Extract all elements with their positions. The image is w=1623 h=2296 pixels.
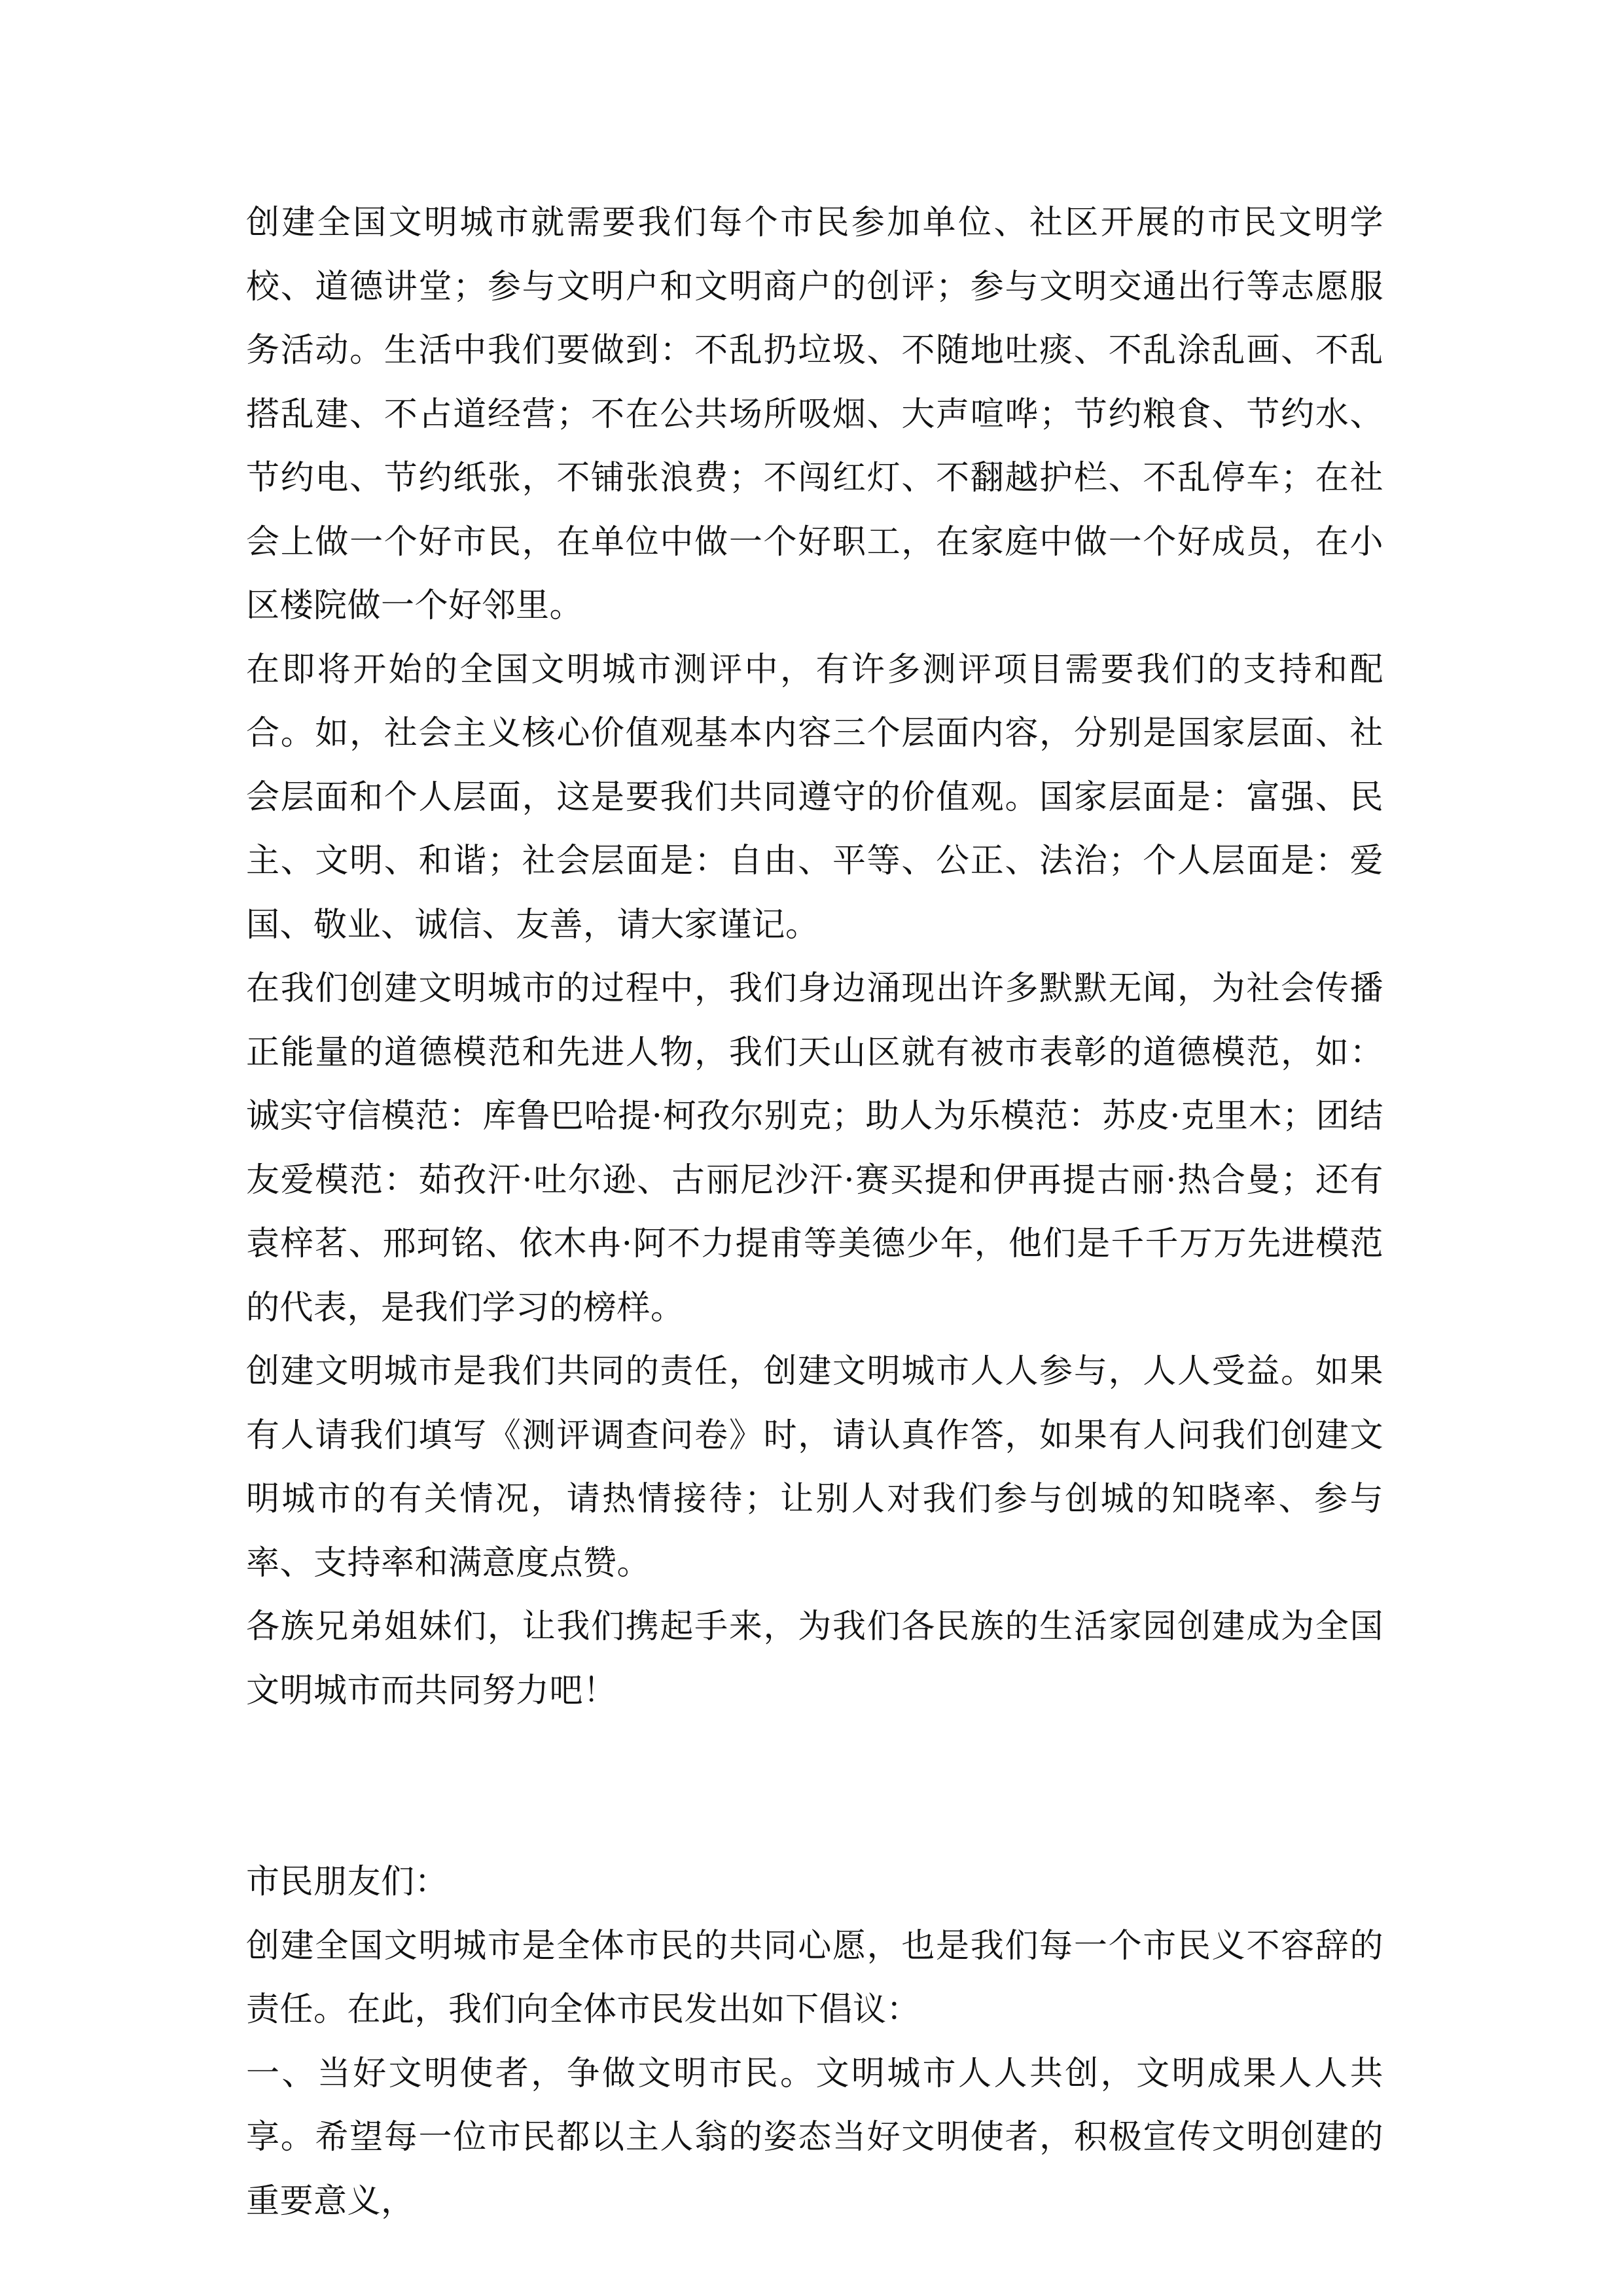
paragraph: 创建全国文明城市是全体市民的共同心愿，也是我们每一个市民义不容辞的责任。在此，我们向全体市民发出如下倡议： <box>246 1926 1383 2029</box>
section-gap <box>246 1723 1383 1850</box>
document-body <box>246 191 1383 2233</box>
paragraph: 在即将开始的全国文明城市测评中，有许多测评项目需要我们的支持和配合。如，社会主义核心价值观基本内容三个层面内容，分别是国家层面、社会层面和个人层面，这是要我们共同遵守的价值观。国家层面是：富强、民主、文明、和谐；社会层面是：自由、平等、公正、法治；个人层面是：爱国、敬业、诚信、友善，请大家谨记。 <box>246 650 1383 944</box>
paragraph: 一、当好文明使者，争做文明市民。文明城市人人共创，文明成果人人共享。希望每一位市民都以主人翁的姿态当好文明使者，积极宣传文明创建的重要意义， <box>246 2054 1383 2221</box>
paragraph: 创建全国文明城市就需要我们每个市民参加单位、社区开展的市民文明学校、道德讲堂；参与文明户和文明商户的创评；参与文明交通出行等志愿服务活动。生活中我们要做到：不乱扔垃圾、不随地吐痰、不乱涂乱画、不乱搭乱建、不占道经营；不在公共场所吸烟、大声喧哗；节约粮食、节约水、节约电、节约纸张，不铺张浪费；不闯红灯、不翻越护栏、不乱停车；在社会上做一个好市民，在单位中做一个好职工，在家庭中做一个好成员，在小区楼院做一个好邻里。 <box>246 204 1383 625</box>
paragraph: 在我们创建文明城市的过程中，我们身边涌现出许多默默无闻，为社会传播正能量的道德模范和先进人物，我们天山区就有被市表彰的道德模范，如：诚实守信模范：库鲁巴哈提·柯孜尔别克；助人为乐模范：苏皮·克里木；团结友爱模范：茹孜汗·吐尔逊、古丽尼沙汗·赛买提和伊再提古丽·热合曼；还有袁梓茗、邢珂铭、依木冉·阿不力提甫等美德少年，他们是千千万万先进模范的代表，是我们学习的榜样。 <box>246 969 1383 1327</box>
paragraph: 创建文明城市是我们共同的责任，创建文明城市人人参与，人人受益。如果有人请我们填写《测评调查问卷》时，请认真作答，如果有人问我们创建文明城市的有关情况，请热情接待；让别人对我们参与创城的知晓率、参与率、支持率和满意度点赞。 <box>246 1352 1383 1583</box>
paragraph: 各族兄弟姐妹们，让我们携起手来，为我们各民族的生活家园创建成为全国文明城市而共同努力吧！ <box>246 1607 1383 1710</box>
salutation: 市民朋友们： <box>246 1863 449 1901</box>
